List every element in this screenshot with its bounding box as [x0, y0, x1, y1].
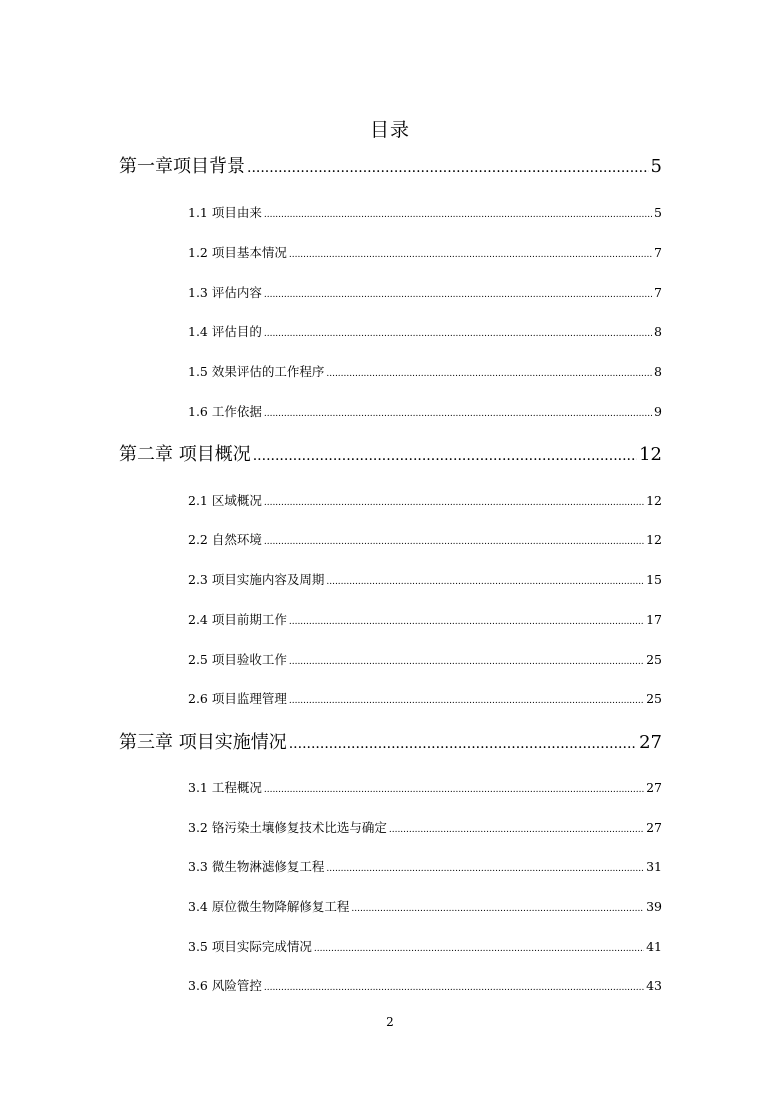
section-label: 3.1 工程概况	[188, 780, 262, 795]
chapter-page: 12	[639, 444, 662, 465]
dot-leader	[326, 366, 652, 382]
section-label: 3.2 铬污染土壤修复技术比选与确定	[188, 820, 387, 835]
toc-section-3-4[interactable]	[188, 899, 662, 917]
section-label: 1.3 评估内容	[188, 285, 262, 300]
section-page: 31	[646, 859, 662, 874]
dot-leader	[289, 733, 637, 755]
toc-section-2-2[interactable]	[188, 532, 662, 550]
dot-leader	[289, 614, 644, 630]
section-label: 2.5 项目验收工作	[188, 652, 287, 667]
chapter-label: 第三章 项目实施情况	[119, 732, 287, 753]
section-page: 12	[646, 532, 662, 547]
section-page: 12	[646, 493, 662, 508]
section-page: 27	[646, 780, 662, 795]
section-label: 2.1 区域概况	[188, 493, 262, 508]
section-page: 8	[654, 364, 662, 379]
section-page: 43	[646, 978, 662, 993]
dot-leader	[264, 326, 652, 342]
dot-leader	[289, 693, 644, 709]
chapter-label: 第二章 项目概况	[119, 444, 251, 465]
dot-leader	[264, 782, 644, 798]
dot-leader	[247, 157, 649, 179]
toc-section-1-6[interactable]	[188, 404, 662, 422]
section-label: 3.3 微生物淋滤修复工程	[188, 859, 325, 874]
section-page: 17	[646, 612, 662, 627]
section-label: 2.2 自然环境	[188, 532, 262, 547]
toc-chapter-3[interactable]	[119, 732, 662, 755]
toc-section-2-1[interactable]	[188, 493, 662, 511]
toc-section-3-1[interactable]	[188, 780, 662, 798]
toc-section-3-2[interactable]	[188, 820, 662, 838]
toc-section-2-6[interactable]	[188, 691, 662, 709]
toc-section-1-1[interactable]	[188, 205, 662, 223]
toc-section-2-5[interactable]	[188, 652, 662, 670]
section-label: 3.6 风险管控	[188, 978, 262, 993]
dot-leader	[351, 901, 644, 917]
toc-section-1-5[interactable]	[188, 364, 662, 382]
section-page: 7	[654, 245, 662, 260]
toc-section-2-3[interactable]	[188, 572, 662, 590]
section-page: 25	[646, 652, 662, 667]
section-page: 41	[646, 939, 662, 954]
section-label: 2.3 项目实施内容及周期	[188, 572, 325, 587]
dot-leader	[264, 207, 652, 223]
section-page: 25	[646, 691, 662, 706]
dot-leader	[289, 247, 652, 263]
chapter-page: 27	[639, 732, 662, 753]
section-label: 1.4 评估目的	[188, 324, 262, 339]
toc-chapter-1[interactable]	[119, 156, 662, 179]
toc-section-3-5[interactable]	[188, 939, 662, 957]
section-page: 7	[654, 285, 662, 300]
dot-leader	[389, 822, 644, 838]
toc-section-1-3[interactable]	[188, 285, 662, 303]
section-page: 27	[646, 820, 662, 835]
dot-leader	[326, 861, 644, 877]
toc-section-3-6[interactable]	[188, 978, 662, 996]
section-page: 39	[646, 899, 662, 914]
dot-leader	[289, 654, 644, 670]
section-label: 3.4 原位微生物降解修复工程	[188, 899, 350, 914]
section-label: 1.6 工作依据	[188, 404, 262, 419]
dot-leader	[326, 574, 644, 590]
toc-section-2-4[interactable]	[188, 612, 662, 630]
section-page: 15	[646, 572, 662, 587]
dot-leader	[264, 980, 644, 996]
section-page: 8	[654, 324, 662, 339]
dot-leader	[264, 534, 644, 550]
section-label: 2.6 项目监理管理	[188, 691, 287, 706]
toc-section-3-3[interactable]	[188, 859, 662, 877]
section-page: 9	[654, 404, 662, 419]
chapter-label: 第一章项目背景	[119, 156, 245, 177]
section-label: 1.2 项目基本情况	[188, 245, 287, 260]
toc-section-1-4[interactable]	[188, 324, 662, 342]
section-label: 2.4 项目前期工作	[188, 612, 287, 627]
dot-leader	[264, 287, 652, 303]
toc-title: 目录	[369, 119, 410, 141]
page-number: 2	[386, 1015, 394, 1029]
toc-chapter-2[interactable]	[119, 444, 662, 467]
dot-leader	[253, 445, 637, 467]
dot-leader	[264, 406, 652, 422]
section-label: 1.1 项目由来	[188, 205, 262, 220]
section-label: 3.5 项目实际完成情况	[188, 939, 312, 954]
chapter-page: 5	[650, 156, 662, 177]
dot-leader	[264, 495, 644, 511]
toc-section-1-2[interactable]	[188, 245, 662, 263]
section-page: 5	[654, 205, 662, 220]
dot-leader	[314, 941, 644, 957]
section-label: 1.5 效果评估的工作程序	[188, 364, 325, 379]
